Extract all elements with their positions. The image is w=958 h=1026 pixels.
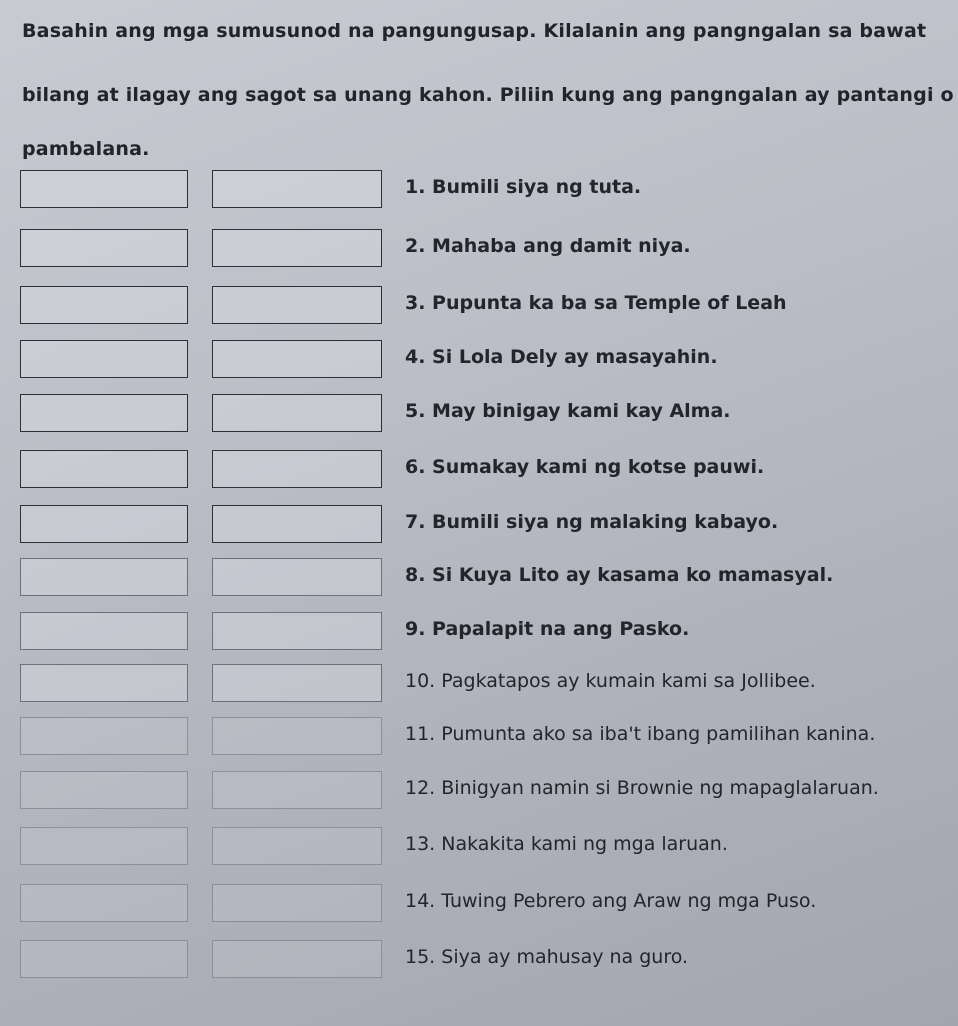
- item-row-10: [0, 664, 958, 708]
- noun-answer-box[interactable]: [20, 450, 188, 488]
- item-row-11: [0, 717, 958, 761]
- item-row-8: [0, 558, 958, 602]
- item-sentence: 4. Si Lola Dely ay masayahin.: [405, 346, 718, 368]
- item-sentence: 8. Si Kuya Lito ay kasama ko mamasyal.: [405, 564, 834, 586]
- instruction-line-3: pambalana.: [22, 138, 150, 160]
- item-sentence: 10. Pagkatapos ay kumain kami sa Jollibee.: [405, 670, 816, 692]
- item-sentence: 14. Tuwing Pebrero ang Araw ng mga Puso.: [405, 890, 817, 912]
- type-answer-box[interactable]: [212, 771, 382, 809]
- type-answer-box[interactable]: [212, 286, 382, 324]
- item-sentence: 9. Papalapit na ang Pasko.: [405, 618, 690, 640]
- type-answer-box[interactable]: [212, 394, 382, 432]
- noun-answer-box[interactable]: [20, 884, 188, 922]
- type-answer-box[interactable]: [212, 558, 382, 596]
- noun-answer-box[interactable]: [20, 286, 188, 324]
- item-sentence: 6. Sumakay kami ng kotse pauwi.: [405, 456, 765, 478]
- type-answer-box[interactable]: [212, 229, 382, 267]
- type-answer-box[interactable]: [212, 340, 382, 378]
- item-sentence: 15. Siya ay mahusay na guro.: [405, 946, 689, 968]
- item-row-14: [0, 884, 958, 928]
- item-row-1: [0, 170, 958, 214]
- item-sentence: 12. Binigyan namin si Brownie ng mapaglalaruan.: [405, 777, 879, 799]
- noun-answer-box[interactable]: [20, 394, 188, 432]
- noun-answer-box[interactable]: [20, 612, 188, 650]
- item-sentence: 13. Nakakita kami ng mga laruan.: [405, 833, 728, 855]
- instruction-line-1: Basahin ang mga sumusunod na pangungusap. Kilalanin ang pangngalan sa bawat: [22, 20, 927, 42]
- item-row-9: [0, 612, 958, 656]
- item-row-2: [0, 229, 958, 273]
- noun-answer-box[interactable]: [20, 940, 188, 978]
- noun-answer-box[interactable]: [20, 229, 188, 267]
- noun-answer-box[interactable]: [20, 664, 188, 702]
- type-answer-box[interactable]: [212, 612, 382, 650]
- type-answer-box[interactable]: [212, 884, 382, 922]
- noun-answer-box[interactable]: [20, 558, 188, 596]
- item-row-6: [0, 450, 958, 494]
- item-row-5: [0, 394, 958, 438]
- noun-answer-box[interactable]: [20, 717, 188, 755]
- type-answer-box[interactable]: [212, 717, 382, 755]
- item-row-7: [0, 505, 958, 549]
- item-row-15: [0, 940, 958, 984]
- item-sentence: 1. Bumili siya ng tuta.: [405, 176, 642, 198]
- type-answer-box[interactable]: [212, 170, 382, 208]
- type-answer-box[interactable]: [212, 827, 382, 865]
- item-sentence: 7. Bumili siya ng malaking kabayo.: [405, 511, 779, 533]
- item-sentence: 5. May binigay kami kay Alma.: [405, 400, 731, 422]
- instruction-line-2: bilang at ilagay ang sagot sa unang kahon. Piliin kung ang pangngalan ay pantangi o: [22, 84, 954, 106]
- noun-answer-box[interactable]: [20, 340, 188, 378]
- type-answer-box[interactable]: [212, 940, 382, 978]
- item-sentence: 3. Pupunta ka ba sa Temple of Leah: [405, 292, 787, 314]
- noun-answer-box[interactable]: [20, 827, 188, 865]
- noun-answer-box[interactable]: [20, 505, 188, 543]
- noun-answer-box[interactable]: [20, 170, 188, 208]
- noun-answer-box[interactable]: [20, 771, 188, 809]
- item-row-13: [0, 827, 958, 871]
- item-row-3: [0, 286, 958, 330]
- type-answer-box[interactable]: [212, 664, 382, 702]
- item-row-12: [0, 771, 958, 815]
- item-row-4: [0, 340, 958, 384]
- type-answer-box[interactable]: [212, 450, 382, 488]
- type-answer-box[interactable]: [212, 505, 382, 543]
- item-sentence: 11. Pumunta ako sa iba't ibang pamilihan kanina.: [405, 723, 876, 745]
- item-sentence: 2. Mahaba ang damit niya.: [405, 235, 691, 257]
